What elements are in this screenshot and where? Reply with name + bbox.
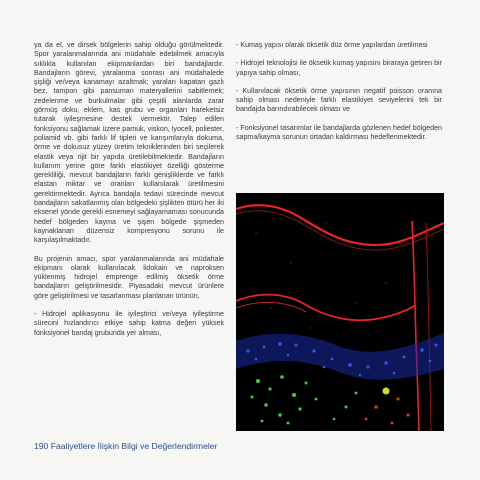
bullet-poisson-ratio: - Kullanılacak öksetik örme yapısının negatif poisson oranına sahip olması nedeniyle farklı elastikiyet seviyelerini tek bir bandajda barındırabilecek olması ve [236, 86, 442, 114]
fluorescence-microscopy-image [236, 193, 444, 431]
bullet-auxetic-knit: - Kumaş yapısı olarak öksetik düz örme yapılardan üretilmesi [236, 41, 428, 49]
bullet-hydrogel-technology: - Hidrojel teknolojisi ile öksetik kumaş yapısını biraraya getiren bir yapıya sahip olması, [236, 59, 442, 77]
paragraph-project-aim: Bu projenin amacı, spor yaralanmalarında ani müdahale ekipmanı olarak kullanılacak lidokain ve naproksen yüklenmiş hidrojel emprenge edilmiş öksetik örme bandajların geliştirilmesidir. Piyasadaki mevcut ürünlere göre geliştirilmesi ve tasarlanması planlanan ürünün, [34, 254, 224, 300]
bullet-functional-design: - Fonksiyonel tasarımlar ile bandajlarda gözlenen hedef bölgeden sapma/kayma sorunun ortadan kaldırması hedeflenmektedir. [236, 123, 442, 142]
left-text-column [34, 41, 224, 347]
page-footer: 190 Faaliyetlere İlişkin Bilgi ve Değerlendirmeler [34, 441, 218, 451]
paragraph-hydrogel-bullet: - Hidrojel aplikasyonu ile iyileştirici ve/veya iyileştirme sürecini hızlandırıcı etkiye sahip katma değeri yüksek fonksiyonel bandaj grubunda yer alması, [34, 310, 224, 337]
right-text-column [236, 41, 442, 151]
paragraph-bandage-overview: ya da el, ve dirsek bölgelerin sahip olduğu görülmektedir. Spor yaralanmalarında ani müdahale edebilmek amacıyla sıklıkla kullanılan ekipmanlardan biri bandajlardır. Bandajların görevi, yaralanma sonrası ani müdahalede şişliği ve/veya kanamayı azaltmak; yaraları kapatan gazlı bez, tampon gibi pansuman materyallerini sabitlemek; zedelenme ve burkulmalar gibi çeşitli alanlarda zarar görmüş doku, eklem, kas grubu ve organları hareketsiz tutarak iyileşmesine destek vermektir. Talep edilen fonksiyonu sağlamak üzere pamuk, viskon, lyocell, poliester, poliamid vb. gibi farklı lif tipleri ve karışımlarıyla dokuma, örme ve dokusuz yüzey üretim tekniklerinden biri seçilerek elastik veya rijit bir yapıda üretilebilmektedir. Bandajların kullanım yerine göre farklı elastikiyet özelliği gösterme gerekliliği, mevcut bandajların farklı genişliklerde ve farklı elastan miktar ve oranları kullanılarak üretilmesini gerektirmektedir. Ayrıca bandajla tedavi sürecinde mevcut bandajların sakatlanmış olan bölgedeki şişlikten ötürü her iki eksenel yönde gerekli esnemeyi sağlayamaması sonucunda hedef bölgeden kayma ve şişen bölgede şişmeden kaynaklanan düzensiz kompresyonu sorunu ile karşılaşılmaktadır. [34, 41, 224, 245]
